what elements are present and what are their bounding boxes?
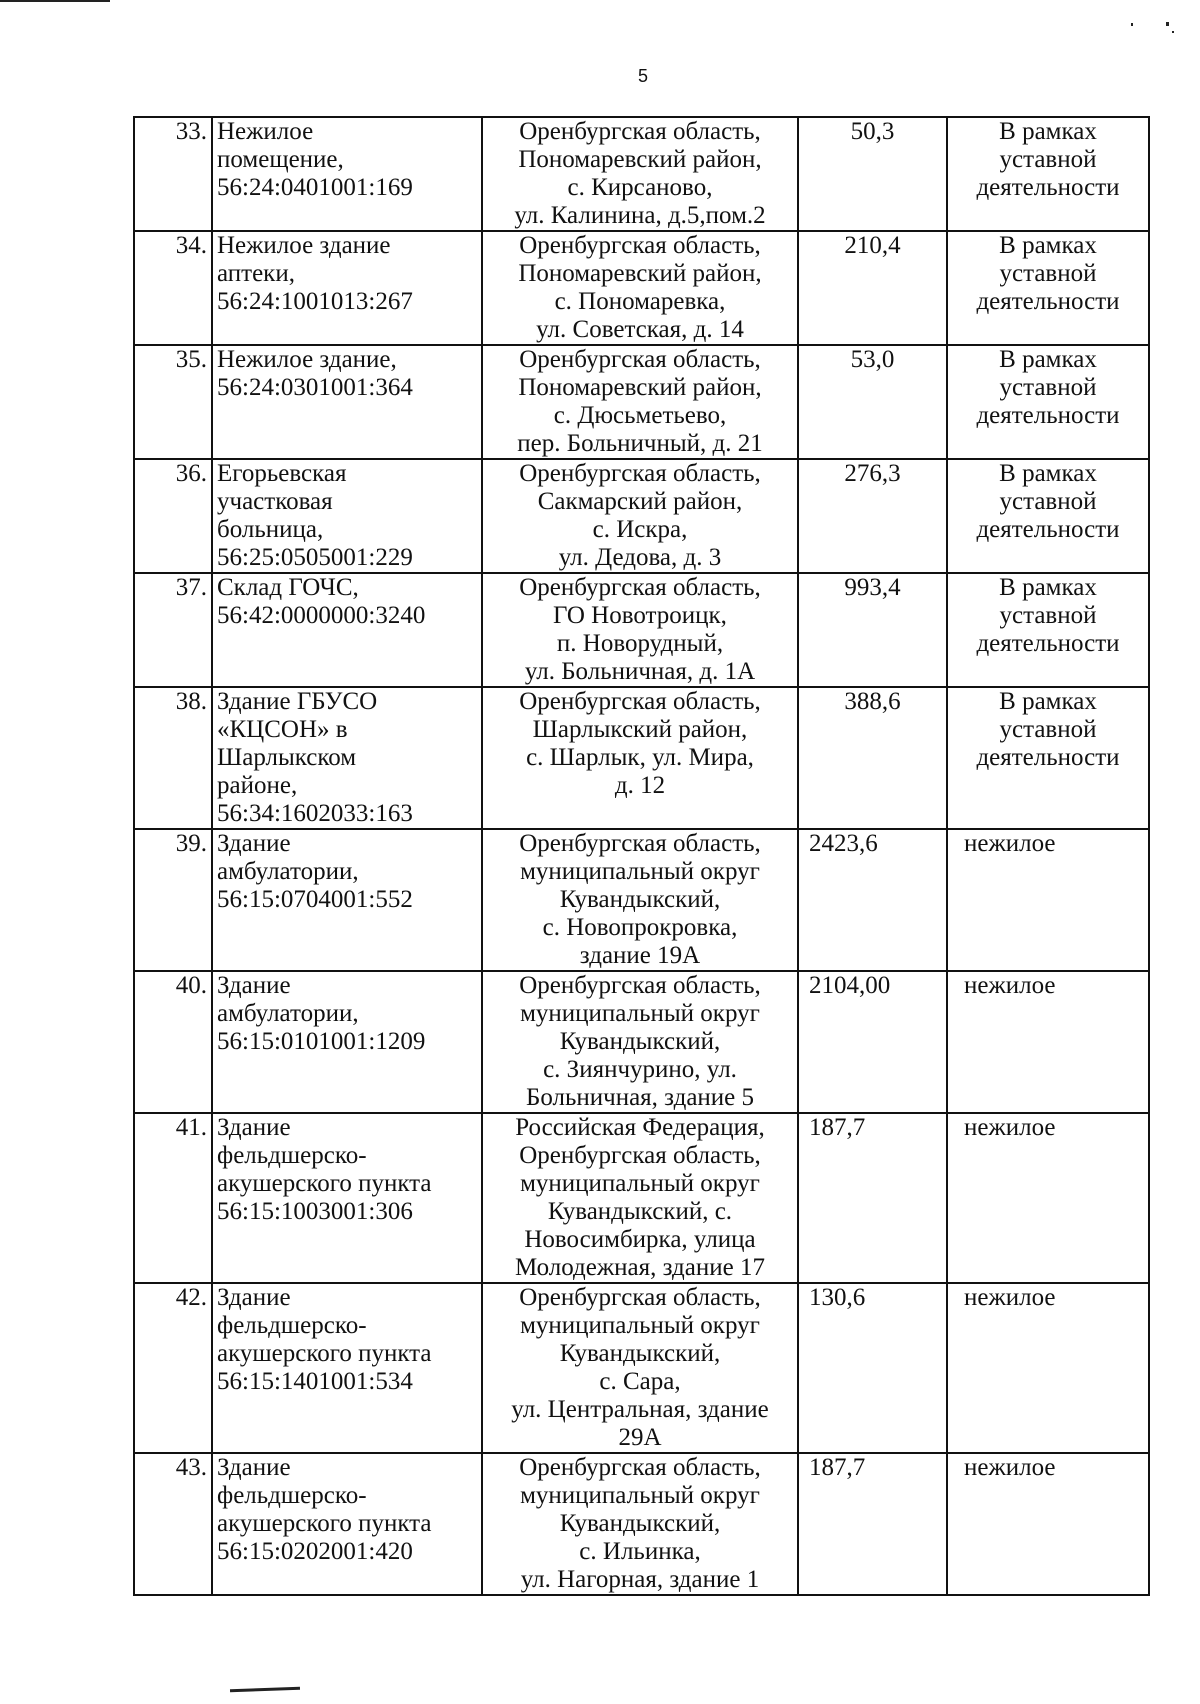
area-cell: 187,7 <box>798 1453 947 1595</box>
purpose-line: В рамках <box>999 346 1097 373</box>
address-line: пер. Больничный, д. 21 <box>517 430 763 457</box>
row-number-cell: 34. <box>134 231 212 345</box>
object-name-line: Склад ГОЧС, <box>217 574 359 601</box>
row-number-cell: 36. <box>134 459 212 573</box>
area-cell: 210,4 <box>798 231 947 345</box>
object-name-cell <box>212 231 482 345</box>
object-name-cell <box>212 573 482 687</box>
address-line: с. Дюсьметьево, <box>553 402 727 429</box>
object-name-cell <box>212 1283 482 1453</box>
object-name-line: 56:34:1602033:163 <box>217 800 413 827</box>
address-line: Пономаревский район, <box>518 146 762 173</box>
object-name-line: районе, <box>217 772 298 799</box>
purpose-line: В рамках <box>999 118 1097 145</box>
purpose-line: нежилое <box>964 1284 1056 1311</box>
row-number-cell: 41. <box>134 1113 212 1283</box>
object-name-line: больница, <box>217 516 324 543</box>
address-cell <box>482 459 798 573</box>
object-name-line: фельдшерско- <box>217 1142 367 1169</box>
table-row <box>134 1283 1149 1453</box>
purpose-cell <box>947 1113 1149 1283</box>
address-cell <box>482 971 798 1113</box>
object-name-line: 56:24:1001013:267 <box>217 288 413 315</box>
object-name-line: Здание ГБУСО <box>217 688 378 715</box>
scan-edge-mark <box>0 0 110 2</box>
address-line: Кувандыкский, <box>559 1340 721 1367</box>
table-row <box>134 117 1149 231</box>
address-line: Сакмарский район, <box>537 488 743 515</box>
address-line: ул. Калинина, д.5,пом.2 <box>514 202 766 229</box>
table-row <box>134 1453 1149 1595</box>
object-name-line: 56:15:0101001:1209 <box>217 1028 426 1055</box>
page-number: 5 <box>637 66 648 86</box>
object-name-line: 56:15:1003001:306 <box>217 1198 413 1225</box>
address-line: Пономаревский район, <box>518 374 762 401</box>
object-name-cell <box>212 971 482 1113</box>
row-number-cell: 39. <box>134 829 212 971</box>
area-cell: 53,0 <box>798 345 947 459</box>
address-cell <box>482 1113 798 1283</box>
row-number-cell: 42. <box>134 1283 212 1453</box>
address-line: с. Искра, <box>592 516 688 543</box>
address-line: Новосимбирка, улица <box>524 1226 756 1253</box>
purpose-cell <box>947 687 1149 829</box>
object-name-line: 56:15:1401001:534 <box>217 1368 413 1395</box>
address-line: муниципальный округ <box>520 1312 760 1339</box>
purpose-cell <box>947 829 1149 971</box>
purpose-line: В рамках <box>999 574 1097 601</box>
scan-speck <box>1172 31 1174 33</box>
address-line: муниципальный округ <box>520 858 760 885</box>
area-cell: 276,3 <box>798 459 947 573</box>
address-line: Шарлыкский район, <box>532 716 748 743</box>
table-row <box>134 829 1149 971</box>
address-line: с. Кирсаново, <box>567 174 713 201</box>
address-line: Больничная, здание 5 <box>525 1084 755 1111</box>
address-line: Кувандыкский, <box>559 1510 721 1537</box>
purpose-line: деятельности <box>976 630 1120 657</box>
area-cell: 2104,00 <box>798 971 947 1113</box>
address-line: с. Новопрокровка, <box>542 914 738 941</box>
purpose-cell <box>947 231 1149 345</box>
address-cell <box>482 573 798 687</box>
purpose-line: уставной <box>999 374 1097 401</box>
purpose-line: В рамках <box>999 232 1097 259</box>
purpose-cell <box>947 1283 1149 1453</box>
table-row <box>134 345 1149 459</box>
address-line: муниципальный округ <box>520 1000 760 1027</box>
address-line: Оренбургская область, <box>519 232 761 259</box>
address-line: д. 12 <box>614 772 666 799</box>
address-line: ул. Советская, д. 14 <box>536 316 744 343</box>
object-name-line: 56:15:0202001:420 <box>217 1538 413 1565</box>
object-name-cell <box>212 1453 482 1595</box>
object-name-line: участковая <box>217 488 333 515</box>
registry-table-body <box>134 117 1149 1595</box>
table-row <box>134 573 1149 687</box>
table-row <box>134 687 1149 829</box>
object-name-line: Нежилое здание, <box>217 346 397 373</box>
address-line: Кувандыкский, <box>559 1028 721 1055</box>
object-name-line: акушерского пункта <box>217 1170 432 1197</box>
address-line: 29А <box>618 1424 662 1451</box>
address-line: Кувандыкский, <box>559 886 721 913</box>
address-line: Оренбургская область, <box>519 118 761 145</box>
purpose-cell <box>947 117 1149 231</box>
purpose-cell <box>947 459 1149 573</box>
area-cell: 993,4 <box>798 573 947 687</box>
row-number-cell: 37. <box>134 573 212 687</box>
row-number-cell: 40. <box>134 971 212 1113</box>
table-row <box>134 459 1149 573</box>
address-line: Оренбургская область, <box>519 574 761 601</box>
address-line: с. Сара, <box>599 1368 681 1395</box>
object-name-line: Здание <box>217 830 291 857</box>
row-number-cell: 38. <box>134 687 212 829</box>
address-line: ул. Центральная, здание <box>511 1396 769 1423</box>
purpose-line: уставной <box>999 602 1097 629</box>
object-name-line: 56:24:0401001:169 <box>217 174 413 201</box>
address-line: ул. Дедова, д. 3 <box>558 544 722 571</box>
object-name-line: Здание <box>217 1114 291 1141</box>
address-line: ул. Нагорная, здание 1 <box>520 1566 760 1593</box>
address-line: с. Шарлык, ул. Мира, <box>526 744 754 771</box>
address-cell <box>482 231 798 345</box>
object-name-line: фельдшерско- <box>217 1482 367 1509</box>
row-number-cell: 33. <box>134 117 212 231</box>
address-line: Молодежная, здание 17 <box>515 1254 765 1281</box>
scan-bottom-mark <box>230 1687 300 1692</box>
object-name-line: Нежилое здание <box>217 232 391 259</box>
purpose-line: нежилое <box>964 830 1056 857</box>
purpose-line: В рамках <box>999 460 1097 487</box>
object-name-cell <box>212 345 482 459</box>
object-name-line: фельдшерско- <box>217 1312 367 1339</box>
address-line: ул. Больничная, д. 1А <box>524 658 756 685</box>
object-name-line: акушерского пункта <box>217 1510 432 1537</box>
purpose-line: деятельности <box>976 744 1120 771</box>
row-number-cell: 35. <box>134 345 212 459</box>
address-line: Кувандыкский, с. <box>547 1198 733 1225</box>
area-cell: 2423,6 <box>798 829 947 971</box>
object-name-cell <box>212 1113 482 1283</box>
purpose-line: В рамках <box>999 688 1097 715</box>
address-line: Пономаревский район, <box>518 260 762 287</box>
object-name-line: 56:25:0505001:229 <box>217 544 413 571</box>
table-row <box>134 971 1149 1113</box>
object-name-line: Егорьевская <box>217 460 347 487</box>
area-cell: 50,3 <box>798 117 947 231</box>
address-cell <box>482 1283 798 1453</box>
purpose-cell <box>947 573 1149 687</box>
object-name-line: 56:24:0301001:364 <box>217 374 413 401</box>
address-line: с. Пономаревка, <box>554 288 726 315</box>
address-cell <box>482 687 798 829</box>
object-name-cell <box>212 829 482 971</box>
object-name-cell <box>212 459 482 573</box>
object-name-line: акушерского пункта <box>217 1340 432 1367</box>
object-name-line: Здание <box>217 1284 291 1311</box>
purpose-line: нежилое <box>964 972 1056 999</box>
purpose-line: деятельности <box>976 174 1120 201</box>
object-name-line: Шарлыкском <box>217 744 357 771</box>
purpose-cell <box>947 345 1149 459</box>
address-line: муниципальный округ <box>520 1170 760 1197</box>
address-line: Оренбургская область, <box>519 346 761 373</box>
object-name-line: амбулатории, <box>217 1000 359 1027</box>
area-cell: 187,7 <box>798 1113 947 1283</box>
object-name-line: помещение, <box>217 146 344 173</box>
purpose-cell <box>947 971 1149 1113</box>
address-line: Оренбургская область, <box>519 972 761 999</box>
area-cell: 130,6 <box>798 1283 947 1453</box>
purpose-line: деятельности <box>976 516 1120 543</box>
object-name-line: амбулатории, <box>217 858 359 885</box>
purpose-line: уставной <box>999 146 1097 173</box>
object-name-line: 56:15:0704001:552 <box>217 886 413 913</box>
object-name-line: Здание <box>217 972 291 999</box>
table-row <box>134 1113 1149 1283</box>
purpose-line: деятельности <box>976 402 1120 429</box>
address-line: муниципальный округ <box>520 1482 760 1509</box>
address-line: Российская Федерация, <box>515 1114 765 1141</box>
object-name-line: «КЦСОН» в <box>217 716 348 743</box>
address-line: Оренбургская область, <box>519 1142 761 1169</box>
object-name-line: Нежилое <box>217 118 314 145</box>
purpose-line: уставной <box>999 716 1097 743</box>
address-line: здание 19А <box>579 942 701 969</box>
address-cell <box>482 1453 798 1595</box>
purpose-line: уставной <box>999 488 1097 515</box>
address-cell <box>482 117 798 231</box>
object-name-cell <box>212 687 482 829</box>
scan-speck <box>1131 23 1133 26</box>
purpose-line: уставной <box>999 260 1097 287</box>
address-line: Оренбургская область, <box>519 688 761 715</box>
property-registry-table <box>133 116 1150 1596</box>
address-line: Оренбургская область, <box>519 1454 761 1481</box>
address-line: Оренбургская область, <box>519 830 761 857</box>
area-cell: 388,6 <box>798 687 947 829</box>
scan-speck <box>1166 22 1169 26</box>
address-line: Оренбургская область, <box>519 1284 761 1311</box>
address-line: ГО Новотроицк, <box>553 602 727 629</box>
table-row <box>134 231 1149 345</box>
address-line: п. Новорудный, <box>556 630 724 657</box>
address-line: Оренбургская область, <box>519 460 761 487</box>
object-name-line: Здание <box>217 1454 291 1481</box>
purpose-line: нежилое <box>964 1114 1056 1141</box>
object-name-line: 56:42:0000000:3240 <box>217 602 426 629</box>
address-line: с. Зиянчурино, ул. <box>543 1056 737 1083</box>
object-name-cell <box>212 117 482 231</box>
address-line: с. Ильинка, <box>579 1538 701 1565</box>
address-cell <box>482 345 798 459</box>
object-name-line: аптеки, <box>217 260 295 287</box>
purpose-line: нежилое <box>964 1454 1056 1481</box>
purpose-cell <box>947 1453 1149 1595</box>
address-cell <box>482 829 798 971</box>
purpose-line: деятельности <box>976 288 1120 315</box>
row-number-cell: 43. <box>134 1453 212 1595</box>
